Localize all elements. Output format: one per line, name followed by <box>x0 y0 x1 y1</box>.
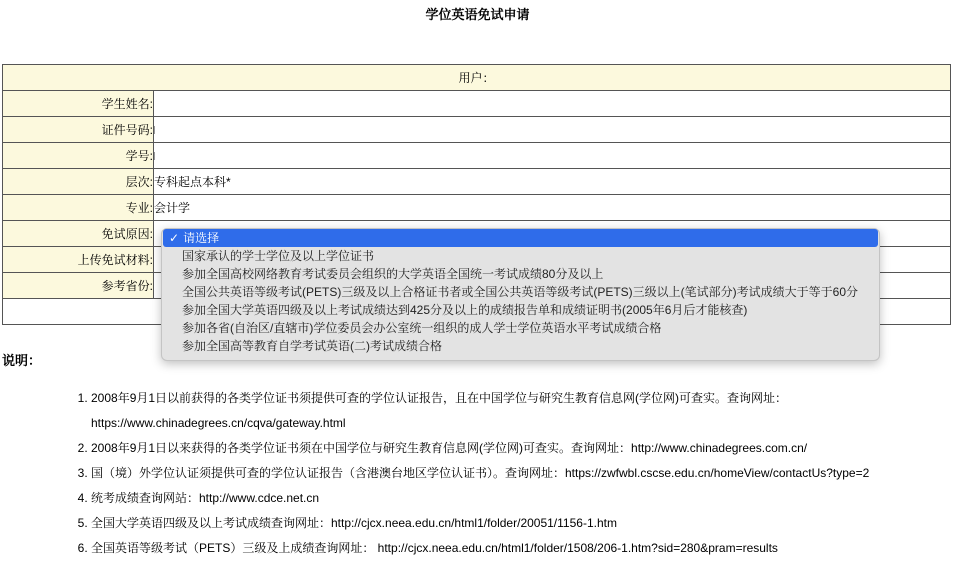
notes-list <box>0 386 950 561</box>
student-number-field[interactable] <box>154 143 951 169</box>
student-name-label: 学生姓名: <box>3 91 154 117</box>
student-name-field[interactable] <box>154 91 951 117</box>
exam-province-label: 参考省份: <box>3 273 154 299</box>
list-item: 3. 国（境）外学位认证须提供可查的学位认证报告（含港澳台地区学位认证书）。查询网址：https://zwfwbl.cscse.edu.cn/homeView/contactUs?type=2 <box>91 461 950 486</box>
list-item: 6. 全国英语等级考试（PETS）三级及上成绩查询网址： http://cjcx.neea.edu.cn/html1/folder/1508/206-1.htm?sid=280&pram=results <box>91 536 950 561</box>
level-label: 层次: <box>3 169 154 195</box>
list-item: 4. 统考成绩查询网站：http://www.cdce.net.cn <box>91 486 950 511</box>
dropdown-option[interactable]: 参加全国大学英语四级及以上考试成绩达到425分及以上的成绩报告单和成绩证明书(2005年6月后才能核查) <box>182 303 748 317</box>
list-item: 5. 全国大学英语四级及以上考试成绩查询网址：http://cjcx.neea.edu.cn/html1/folder/20051/1156-1.htm <box>91 511 950 536</box>
upload-materials-label: 上传免试材料: <box>3 247 154 273</box>
student-number-label: 学号: <box>3 143 154 169</box>
exemption-reason-label: 免试原因: <box>3 221 154 247</box>
major-label: 专业: <box>3 195 154 221</box>
list-item: 2. 2008年9月1日以来获得的各类学位证书须在中国学位与研究生教育信息网(学位网)可查实。查询网址：http://www.chinadegrees.com.cn/ <box>91 436 950 461</box>
dropdown-option[interactable]: 全国公共英语等级考试(PETS)三级及以上合格证书者或全国公共英语等级考试(PETS)三级以上(笔试部分)考试成绩大于等于60分 <box>182 285 859 299</box>
redacted-mark <box>154 152 155 160</box>
form-header: 用户： <box>3 65 951 91</box>
dropdown-option-selected[interactable] <box>163 229 878 247</box>
dropdown-option[interactable]: 参加全国高校网络教育考试委员会组织的大学英语全国统一考试成绩80分及以上 <box>182 267 604 281</box>
id-number-field[interactable] <box>154 117 951 143</box>
exemption-reason-dropdown[interactable] <box>161 228 880 361</box>
list-item: 1. 2008年9月1日以前获得的各类学位证书须提供可查的学位认证报告，且在中国学位与研究生教育信息网(学位网)可查实。查询网址：https://www.chinadegrees.cn/cqva/gateway.html <box>91 386 950 436</box>
level-value: 专科起点本科* <box>154 169 951 195</box>
dropdown-option[interactable]: 参加全国高等教育自学考试英语(二)考试成绩合格 <box>182 339 442 353</box>
dropdown-option[interactable]: 参加各省(自治区/直辖市)学位委员会办公室统一组织的成人学士学位英语水平考试成绩合格 <box>182 321 662 335</box>
redacted-mark <box>154 126 155 134</box>
major-value: 会计学 <box>154 195 951 221</box>
page-title: 学位英语免试申请 <box>425 7 530 22</box>
checkmark-icon: ✓ <box>169 231 180 245</box>
option-label: 请选择 <box>183 231 220 245</box>
notes-title: 说明： <box>2 353 42 368</box>
dropdown-option[interactable]: 国家承认的学士学位及以上学位证书 <box>182 249 375 263</box>
id-number-label: 证件号码: <box>3 117 154 143</box>
